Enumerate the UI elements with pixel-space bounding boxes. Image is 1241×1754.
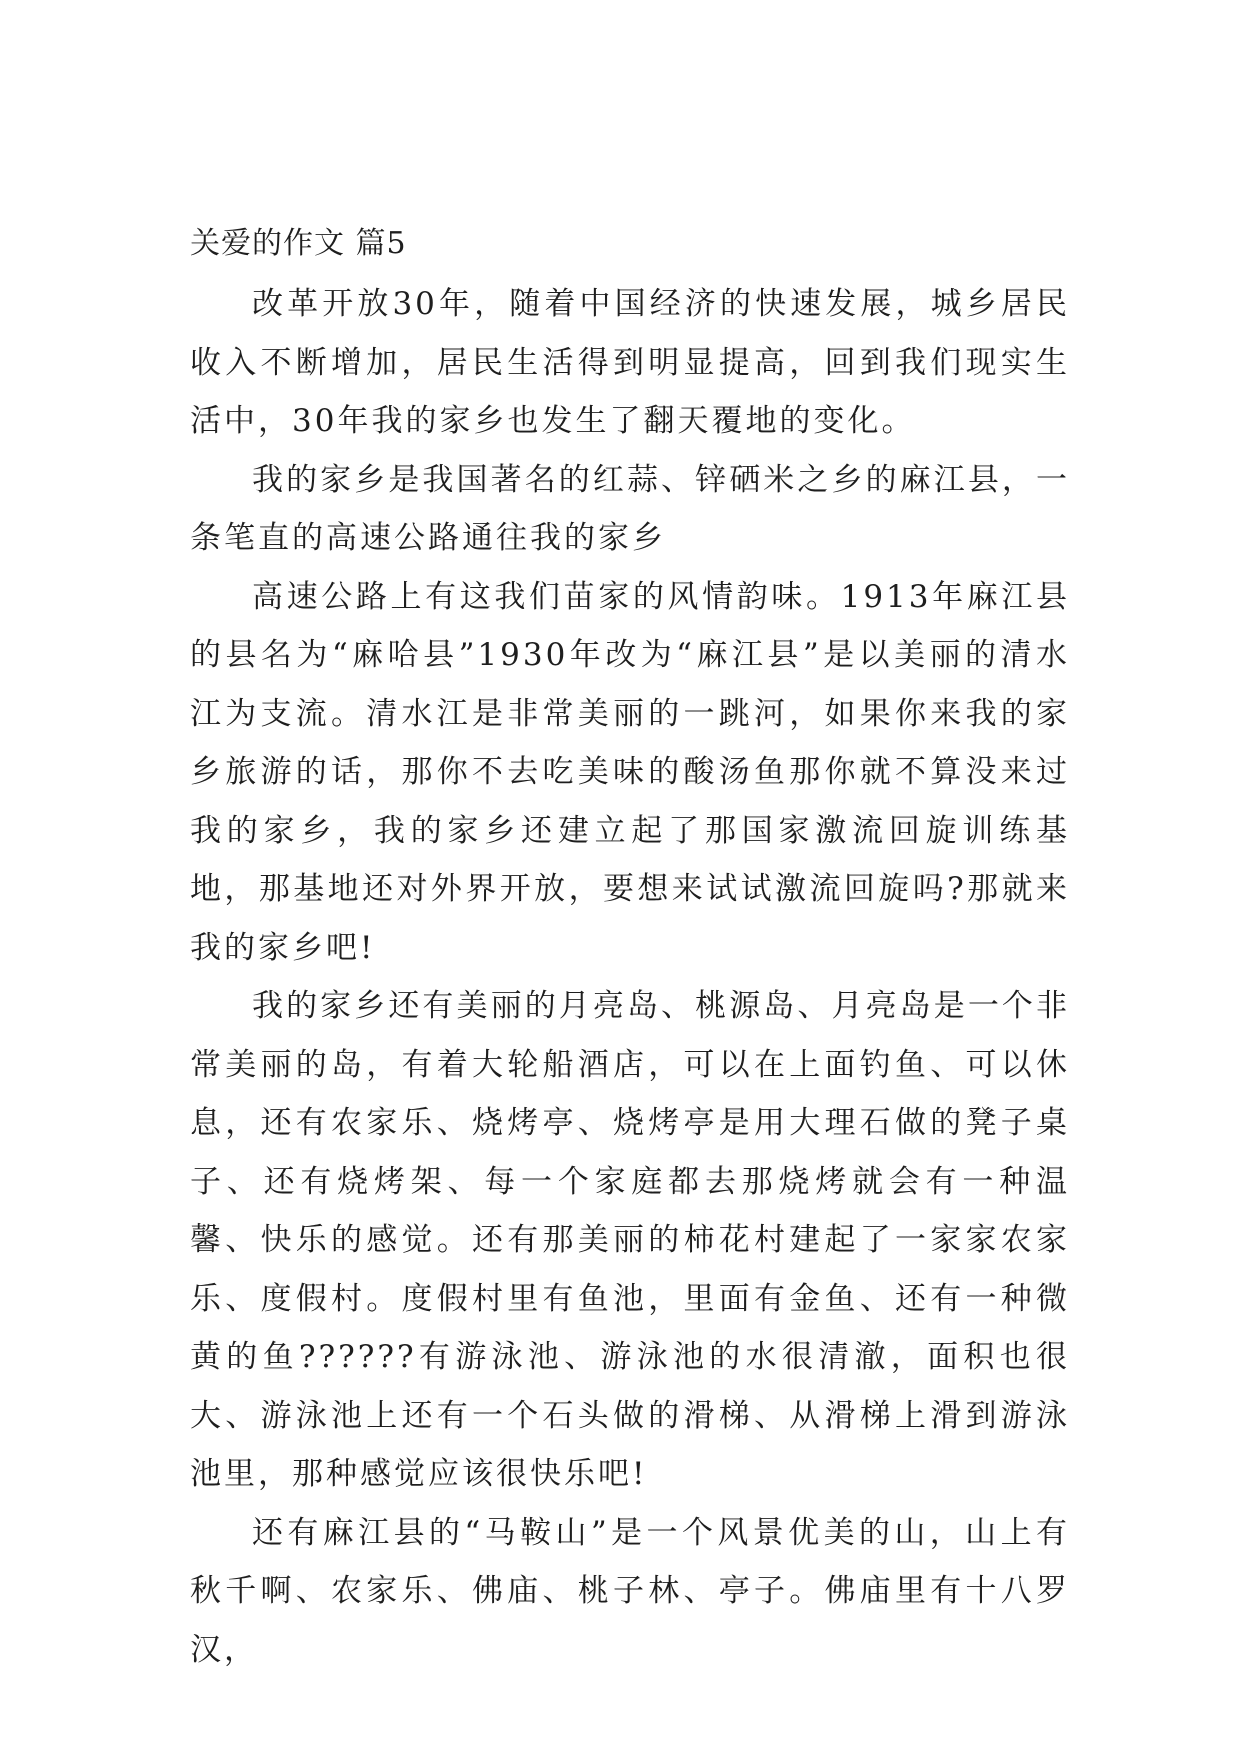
document-body bbox=[190, 222, 1070, 1679]
paragraph-4: 我的家乡还有美丽的月亮岛、桃源岛、月亮岛是一个非常美丽的岛，有着大轮船酒店，可以在上面钓鱼、可以休息，还有农家乐、烧烤亭、烧烤亭是用大理石做的凳子桌子、还有烧烤架、每一个家庭都去那烧烤就会有一种温馨、快乐的感觉。还有那美丽的柿花村建起了一家家农家乐、度假村。度假村里有鱼池，里面有金鱼、还有一种微黄的鱼??????有游泳池、游泳池的水很清澈，面积也很大、游泳池上还有一个石头做的滑梯、从滑梯上滑到游泳池里，那种感觉应该很快乐吧! bbox=[190, 988, 1070, 1492]
paragraph-1: 改革开放30年，随着中国经济的快速发展，城乡居民收入不断增加，居民生活得到明显提高，回到我们现实生活中，30年我的家乡也发生了翻天覆地的变化。 bbox=[190, 286, 1070, 439]
document-title: 关爱的作文 篇5 bbox=[190, 226, 407, 261]
paragraph-5: 还有麻江县的“马鞍山”是一个风景优美的山，山上有秋千啊、农家乐、佛庙、桃子林、亭子。佛庙里有十八罗汉， bbox=[190, 1514, 1070, 1668]
paragraph-3: 高速公路上有这我们苗家的风情韵味。1913年麻江县的县名为“麻哈县”1930年改为“麻江县”是以美丽的清水江为支流。清水江是非常美丽的一跳河，如果你来我的家乡旅游的话，那你不去吃美味的酸汤鱼那你就不算没来过我的家乡，我的家乡还建立起了那国家激流回旋训练基地，那基地还对外界开放，要想来试试激流回旋吗?那就来我的家乡吧! bbox=[190, 578, 1070, 966]
paragraph-2: 我的家乡是我国著名的红蒜、锌硒米之乡的麻江县，一条笔直的高速公路通往我的家乡 bbox=[190, 461, 1070, 556]
